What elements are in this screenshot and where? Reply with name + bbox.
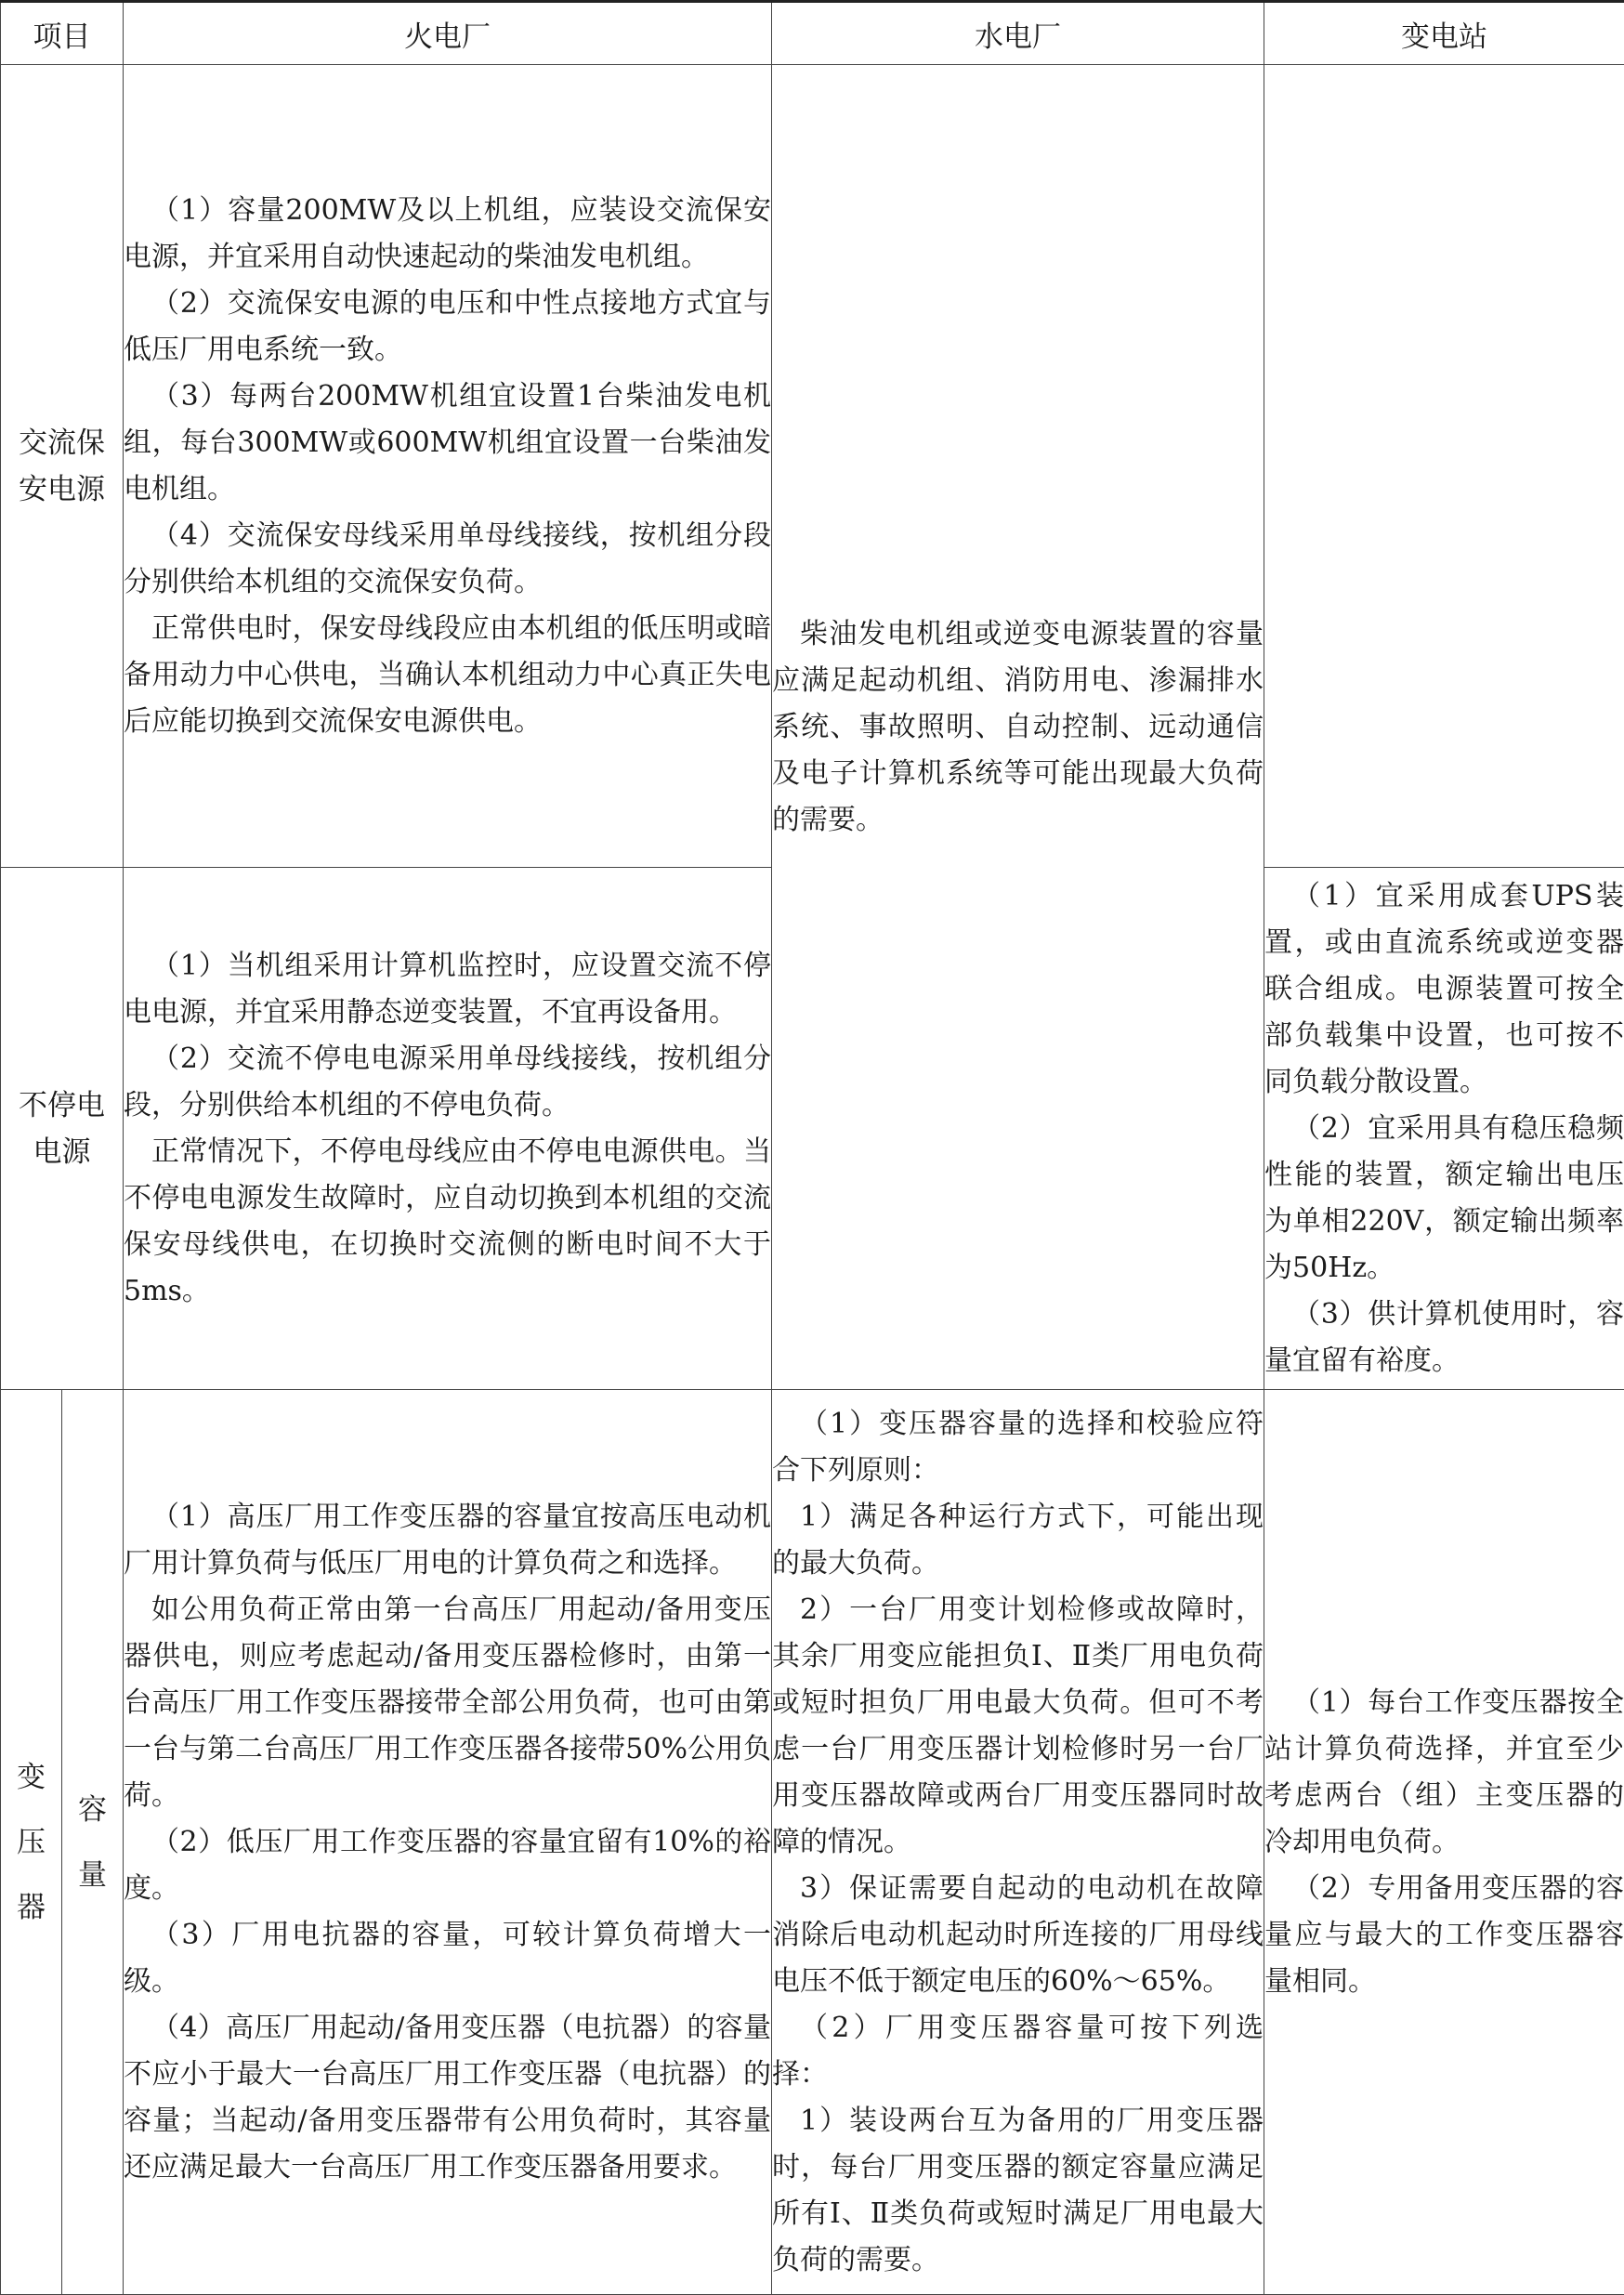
label-ac-emergency: [1, 65, 124, 868]
paragraph: （2）专用备用变压器的容量应与最大的工作变压器容量相同。: [1264, 1866, 1624, 2005]
paragraph: （1）变压器容量的选择和校验应符合下列原则：: [772, 1401, 1264, 1494]
header-item: 项目: [1, 2, 124, 65]
header-row: [1, 2, 1624, 65]
ups-thermal: [124, 868, 772, 1390]
paragraph: 1）装设两台互为备用的厂用变压器时，每台厂用变压器的额定容量应满足所有Ⅰ、Ⅱ类负荷或短时满足厂用电最大负荷的需要。: [772, 2098, 1264, 2284]
label-ups: [1, 868, 124, 1390]
label-char: 容: [62, 1777, 123, 1843]
paragraph: （3）供计算机使用时，容量宜留有裕度。: [1264, 1292, 1624, 1384]
paragraph: 正常供电时，保安母线段应由本机组的低压明或暗备用动力中心供电，当确认本机组动力中心真正失电后应能切换到交流保安电源供电。: [124, 606, 771, 745]
label-line: 电源: [1, 1129, 123, 1175]
paragraph: （1）宜采用成套UPS装置，或由直流系统或逆变器联合组成。电源装置可按全部负载集中设置，也可按不同负载分散设置。: [1264, 873, 1624, 1106]
label-capacity: [62, 1390, 124, 2295]
label-char: 量: [62, 1843, 123, 1908]
paragraph: （1）容量200MW及以上机组，应装设交流保安电源，并宜采用自动快速起动的柴油发电机组。: [124, 188, 771, 281]
label-char: 变: [1, 1745, 61, 1810]
transformer-hydro: [772, 1390, 1264, 2295]
header-substation: 变电站: [1264, 2, 1624, 65]
paragraph: （4）交流保安母线采用单母线接线，按机组分段分别供给本机组的交流保安负荷。: [124, 513, 771, 606]
paragraph: （2）厂用变压器容量可按下列选择：: [772, 2005, 1264, 2098]
paragraph: 正常情况下，不停电母线应由不停电电源供电。当不停电电源发生故障时，应自动切换到本机组的交流保安母线供电，在切换时交流侧的断电时间不大于5ms。: [124, 1129, 771, 1315]
ups-substation: [1264, 868, 1624, 1390]
ac-emergency-substation-empty: [1264, 65, 1624, 868]
paragraph: （1）当机组采用计算机监控时，应设置交流不停电电源，并宜采用静态逆变装置，不宜再设备用。: [124, 943, 771, 1036]
paragraph: 2）一台厂用变计划检修或故障时，其余厂用变应能担负Ⅰ、Ⅱ类厂用电负荷或短时担负厂用电最大负荷。但可不考虑一台厂用变压器计划检修时另一台厂用变压器故障或两台厂用变压器同时故障的情况。: [772, 1587, 1264, 1866]
header-thermal: 火电厂: [124, 2, 772, 65]
row-ac-emergency: [1, 65, 1624, 868]
transformer-thermal: [124, 1390, 772, 2295]
header-hydro: 水电厂: [772, 2, 1264, 65]
paragraph: （1）高压厂用工作变压器的容量宜按高压电动机厂用计算负荷与低压厂用电的计算负荷之和选择。: [124, 1494, 771, 1587]
label-char: 器: [1, 1875, 61, 1940]
ac-emergency-thermal: [124, 65, 772, 868]
transformer-substation: [1264, 1390, 1624, 2295]
paragraph: 如公用负荷正常由第一台高压厂用起动/备用变压器供电，则应考虑起动/备用变压器检修时，由第一台高压厂用工作变压器接带全部公用负荷，也可由第一台与第二台高压厂用工作变压器各接带50%公用负荷。: [124, 1587, 771, 1819]
label-char: 压: [1, 1810, 61, 1875]
paragraph: （1）每台工作变压器按全站计算负荷选择，并宜至少考虑两台（组）主变压器的冷却用电负荷。: [1264, 1680, 1624, 1866]
paragraph: （4）高压厂用起动/备用变压器（电抗器）的容量不应小于最大一台高压厂用工作变压器（电抗器）的容量；当起动/备用变压器带有公用负荷时，其容量还应满足最大一台高压厂用工作变压器备用要求。: [124, 2005, 771, 2191]
paragraph: （2）交流不停电电源采用单母线接线，按机组分段，分别供给本机组的不停电负荷。: [124, 1036, 771, 1129]
paragraph: （3）每两台200MW机组宜设置1台柴油发电机组，每台300MW或600MW机组宜设置一台柴油发电机组。: [124, 374, 771, 513]
label-transformer: [1, 1390, 62, 2295]
label-line: 安电源: [1, 466, 123, 513]
label-line: 不停电: [1, 1082, 123, 1129]
hydro-shared-cell: [772, 65, 1264, 1390]
row-transformer-capacity: [1, 1390, 1624, 2295]
paragraph: （2）低压厂用工作变压器的容量宜留有10%的裕度。: [124, 1819, 771, 1912]
paragraph: 3）保证需要自起动的电动机在故障消除后电动机起动时所连接的厂用母线电压不低于额定电压的60%～65%。: [772, 1866, 1264, 2005]
paragraph: 1）满足各种运行方式下，可能出现的最大负荷。: [772, 1494, 1264, 1587]
paragraph: （2）宜采用具有稳压稳频性能的装置，额定输出电压为单相220V，额定输出频率为50Hz。: [1264, 1106, 1624, 1292]
paragraph: （2）交流保安电源的电压和中性点接地方式宜与低压厂用电系统一致。: [124, 281, 771, 374]
paragraph: （3）厂用电抗器的容量，可较计算负荷增大一级。: [124, 1912, 771, 2005]
paragraph: 柴油发电机组或逆变电源装置的容量应满足起动机组、消防用电、渗漏排水系统、事故照明、自动控制、远动通信及电子计算机系统等可能出现最大负荷的需要。: [772, 611, 1264, 844]
label-line: 交流保: [1, 420, 123, 466]
